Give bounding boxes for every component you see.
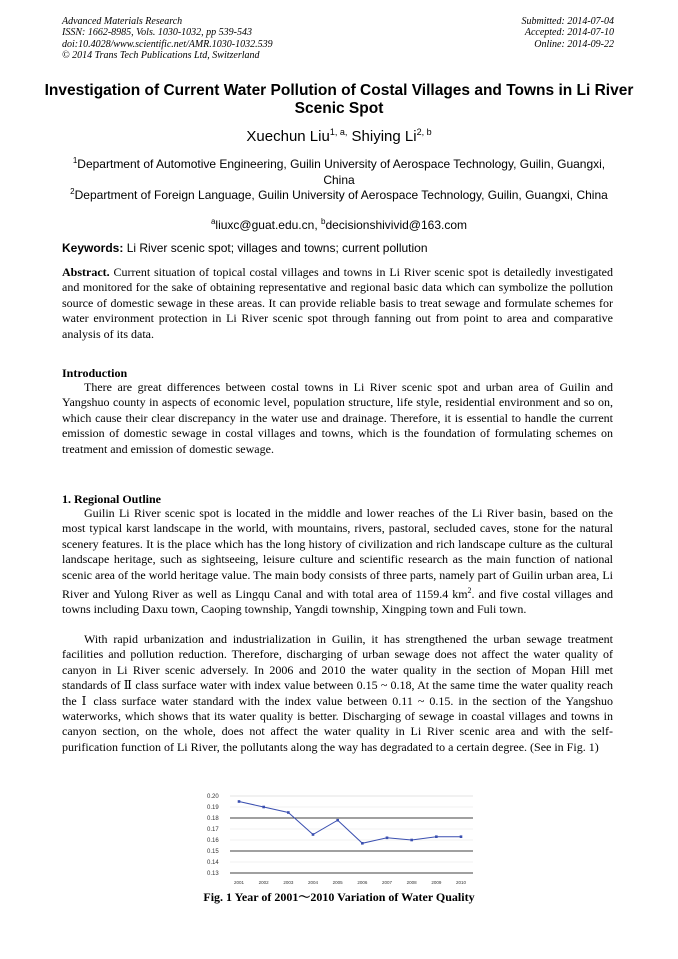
- email-b-sup: b: [320, 217, 326, 226]
- x-tick-label: 2003: [283, 880, 294, 885]
- affiliation-2: [60, 184, 618, 204]
- chart-grid: [230, 796, 473, 873]
- journal-copyright: © 2014 Trans Tech Publications Ltd, Switzerland: [62, 49, 260, 61]
- x-tick-label: 2004: [307, 880, 319, 885]
- author-1-sup: 1, a,: [329, 127, 348, 137]
- journal-header-right: [522, 16, 615, 50]
- y-tick-label: 0.18: [207, 816, 219, 823]
- chart-points: [238, 800, 463, 844]
- chart-y-ticks: [207, 794, 219, 877]
- y-tick-label: 0.14: [207, 860, 219, 867]
- x-tick-label: 2010: [455, 880, 467, 885]
- keywords-label: Keywords:: [62, 241, 124, 255]
- journal-issn: ISSN: 1662-8985, Vols. 1030-1032, pp 539-543: [62, 27, 252, 39]
- section-1-p1-sup: 2: [467, 586, 472, 596]
- author-2: Shiying Li: [351, 128, 417, 145]
- data-point: [312, 833, 315, 836]
- x-tick-label: 2001: [233, 880, 245, 885]
- abstract-text: Current situation of topical costal villages and towns in Li River scenic spot is detailedly investigated and monitored for the sake of obtaining representative and regional basic data which can symbolize the pollution source of domestic sewage in these areas. It can provide reliable basis to treat sewage and formulate schemes for water environment protection in Li River scenic spot through fanning out from point to area and comparative analysis of its data.: [62, 265, 613, 341]
- paper-title: Investigation of Current Water Pollution of Costal Villages and Towns in Li River Scenic Spot: [44, 82, 634, 117]
- affiliation-1-sup: 1: [72, 156, 78, 165]
- y-tick-label: 0.17: [207, 827, 219, 834]
- author-emails: [60, 214, 618, 234]
- x-tick-label: 2005: [332, 880, 343, 885]
- author-line: [0, 127, 678, 145]
- affiliation-2-text: Department of Foreign Language, Guilin University of Aerospace Technology, Guilin, Guangxi, China: [74, 188, 608, 202]
- introduction-text: There are great differences between costal towns in Li River scenic spot and urban area of Guilin and Yangshuo county in aspects of economic level, population structure, life style, residential environment and so on, which cause their clear discrepancy in the water use and drainage. Therefore, it is essential to handle the current emission of domestic sewage in costal villages and towns, which is the foundation of formulating schemes on treatment and emission of domestic sewage.: [62, 380, 613, 456]
- section-1-paragraph-2: With rapid urbanization and industrialization in Guilin, it has strengthened the urban sewage treatment facilities and pollution reduction. Therefore, discharging of urban sewage does not affect the water quality of canyon in Li River scenic adversely. In 2006 and 2010 the water quality in the section of Mopan Hill met standards of Ⅱ class surface water with index value between 0.15 ~ 0.18, At the same time the water quality reach the Ⅰ class surface water standard with the index value between 0.11 ~ 0.15. in the section of the Yangshuo waterworks, which shows that its water quality is better. Discharging of sewage in coastal villages and towns in canyon section, on the whole, does not affect the water quality in Li River scenic area and with the self-purification function of Li River, the pollutants along the way has degradated to a certain degree. (See in Fig. 1): [62, 632, 613, 754]
- email-a-sup: a: [210, 217, 216, 226]
- section-1-p1a: Guilin Li River scenic spot is located in the middle and lower reaches of the Li River basin, based on the most typical karst landscape in the world, with mountains, rivers, pastoral, secluded caves, stone for the natural scenery features. It is the place which has the long history of civilization and rich landscape culture as the cultural landscape heritage, such as sightseeing, leisure culture and scientific research as the main function of national scenic area of the world heritage value. The main body consists of three parts, namely part of Guilin urban area, Li River and Yulong River as well as Lingqu Canal and with total area of 1159.4 km: [62, 506, 613, 602]
- online-date: Online: 2014-09-22: [534, 38, 614, 50]
- y-tick-label: 0.13: [207, 871, 219, 878]
- figure-caption: Fig. 1 Year of 2001～2010 Variation of Water Quality: [203, 890, 475, 904]
- email-a[interactable]: liuxc@guat.edu.cn,: [215, 218, 321, 232]
- affiliation-2-sup: 2: [70, 187, 75, 196]
- chart-x-ticks: [234, 880, 467, 885]
- x-tick-label: 2009: [431, 880, 442, 885]
- email-b[interactable]: decisionshivivid@163.com: [325, 218, 468, 232]
- journal-header-left: [62, 16, 273, 61]
- section-1-paragraph-1: [62, 506, 613, 618]
- x-tick-label: 2008: [406, 880, 417, 885]
- section-1-heading: 1. Regional Outline: [62, 492, 162, 506]
- abstract-label: Abstract.: [62, 265, 110, 279]
- author-1: Xuechun Liu: [246, 128, 330, 145]
- data-point: [410, 839, 413, 842]
- journal-name: Advanced Materials Research: [62, 16, 183, 27]
- accepted-date: Accepted: 2014-07-10: [524, 27, 614, 39]
- submitted-date: Submitted: 2014-07-04: [521, 16, 614, 27]
- data-point: [460, 835, 463, 838]
- introduction-heading: Introduction: [62, 366, 128, 380]
- data-point: [386, 837, 389, 840]
- data-point: [262, 806, 265, 809]
- author-2-sup: 2, b: [416, 127, 432, 137]
- data-point: [238, 800, 241, 803]
- data-point: [287, 811, 290, 814]
- series-line: [239, 802, 461, 844]
- y-tick-label: 0.20: [207, 794, 219, 801]
- x-tick-label: 2002: [258, 880, 269, 885]
- affiliation-1-text: Department of Automotive Engineering, Guilin University of Aerospace Technology, Guilin, Guangxi, China: [77, 157, 606, 187]
- keywords: [62, 241, 428, 255]
- x-tick-label: 2006: [357, 880, 368, 885]
- affiliation-1: [60, 153, 618, 188]
- y-tick-label: 0.19: [207, 805, 219, 812]
- y-tick-label: 0.15: [207, 849, 219, 856]
- x-tick-label: 2007: [381, 880, 393, 885]
- section-1-p1b: . and five costal villages and towns including Daxu town, Caoping township, Yangdi township, Xingping town and Fuli town.: [62, 587, 614, 617]
- data-point: [435, 835, 438, 838]
- data-point: [361, 842, 364, 845]
- journal-doi: doi:10.4028/www.scientific.net/AMR.1030-1032.539: [62, 38, 273, 50]
- abstract: [62, 265, 613, 342]
- data-point: [336, 819, 339, 822]
- keywords-text: Li River scenic spot; villages and towns; current pollution: [123, 241, 428, 255]
- y-tick-label: 0.16: [207, 838, 219, 845]
